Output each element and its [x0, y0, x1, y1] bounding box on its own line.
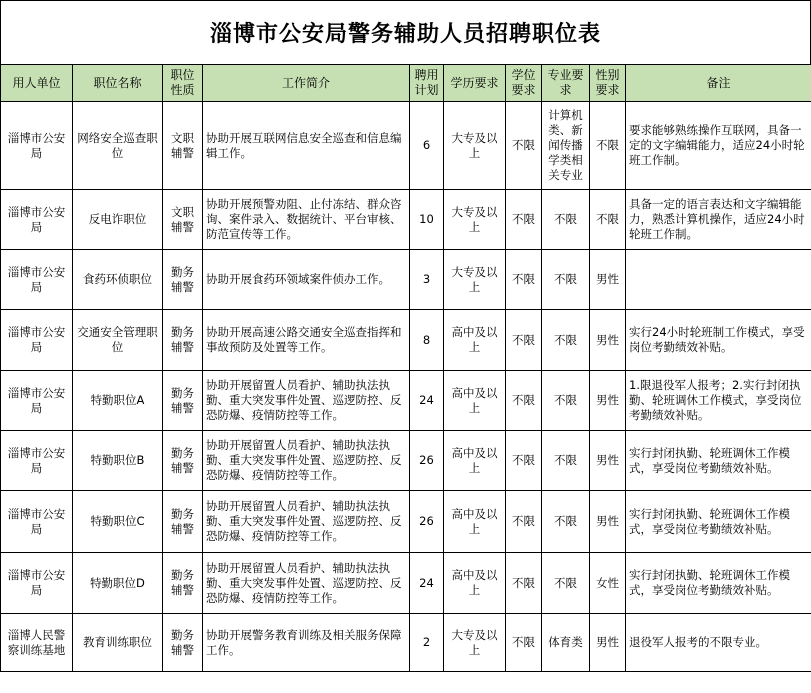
cell-count: 3 [410, 250, 444, 310]
cell-position: 特勤职位D [73, 553, 163, 614]
cell-position: 网络安全巡查职位 [73, 102, 163, 190]
header-degree: 学位要求 [506, 65, 542, 102]
cell-remark: 1.限退役军人报考；2.实行封闭执勤、轮班调休工作模式，享受岗位考勤绩效补贴。 [626, 371, 811, 431]
recruitment-table [0, 64, 811, 672]
cell-nature: 勤务辅警 [163, 614, 203, 672]
cell-remark: 实行封闭执勤、轮班调休工作模式，享受岗位考勤绩效补贴。 [626, 553, 811, 614]
cell-education: 高中及以上 [444, 431, 506, 491]
cell-intro: 协助开展留置人员看护、辅助执法执勤、重大突发事件处置、巡逻防控、反恐防爆、疫情防控等工作。 [203, 491, 410, 553]
cell-major: 计算机类、新闻传播学类相关专业 [542, 102, 590, 190]
cell-major: 不限 [542, 250, 590, 310]
cell-unit: 淄博市公安局 [1, 102, 73, 190]
cell-position: 反电诈职位 [73, 190, 163, 250]
cell-degree: 不限 [506, 190, 542, 250]
table-row [1, 371, 811, 431]
cell-unit: 淄博市公安局 [1, 371, 73, 431]
cell-unit: 淄博市公安局 [1, 310, 73, 371]
cell-major: 不限 [542, 431, 590, 491]
table-row [1, 250, 811, 310]
table-row [1, 553, 811, 614]
header-major: 专业要求 [542, 65, 590, 102]
cell-gender: 不限 [590, 102, 626, 190]
cell-degree: 不限 [506, 431, 542, 491]
cell-count: 24 [410, 553, 444, 614]
cell-intro: 协助开展互联网信息安全巡查和信息编辑工作。 [203, 102, 410, 190]
cell-intro: 协助开展留置人员看护、辅助执法执勤、重大突发事件处置、巡逻防控、反恐防爆、疫情防控等工作。 [203, 371, 410, 431]
header-remark: 备注 [626, 65, 811, 102]
cell-unit: 淄博市公安局 [1, 250, 73, 310]
table-row [1, 491, 811, 553]
cell-position: 交通安全管理职位 [73, 310, 163, 371]
cell-major: 不限 [542, 310, 590, 371]
cell-education: 大专及以上 [444, 190, 506, 250]
cell-intro: 协助开展预警劝阻、止付冻结、群众咨询、案件录入、数据统计、平台审核、防范宣传等工作。 [203, 190, 410, 250]
cell-intro: 协助开展留置人员看护、辅助执法执勤、重大突发事件处置、巡逻防控、反恐防爆、疫情防控等工作。 [203, 553, 410, 614]
cell-count: 26 [410, 491, 444, 553]
cell-major: 不限 [542, 491, 590, 553]
cell-position: 特勤职位B [73, 431, 163, 491]
cell-education: 大专及以上 [444, 102, 506, 190]
cell-position: 食药环侦职位 [73, 250, 163, 310]
cell-nature: 文职辅警 [163, 190, 203, 250]
cell-intro: 协助开展留置人员看护、辅助执法执勤、重大突发事件处置、巡逻防控、反恐防爆、疫情防控等工作。 [203, 431, 410, 491]
cell-nature: 勤务辅警 [163, 371, 203, 431]
cell-nature: 勤务辅警 [163, 553, 203, 614]
cell-intro: 协助开展警务教育训练及相关服务保障工作。 [203, 614, 410, 672]
header-position: 职位名称 [73, 65, 163, 102]
table-row [1, 614, 811, 672]
cell-remark: 具备一定的语言表达和文字编辑能力，熟悉计算机操作，适应24小时轮班工作制。 [626, 190, 811, 250]
cell-position: 教育训练职位 [73, 614, 163, 672]
table-row [1, 102, 811, 190]
cell-degree: 不限 [506, 553, 542, 614]
cell-unit: 淄博人民警察训练基地 [1, 614, 73, 672]
cell-intro: 协助开展食药环领域案件侦办工作。 [203, 250, 410, 310]
cell-count: 6 [410, 102, 444, 190]
cell-remark: 退役军人报考的不限专业。 [626, 614, 811, 672]
cell-intro: 协助开展高速公路交通安全巡查指挥和事故预防及处置等工作。 [203, 310, 410, 371]
cell-unit: 淄博市公安局 [1, 431, 73, 491]
cell-gender: 女性 [590, 553, 626, 614]
cell-count: 10 [410, 190, 444, 250]
cell-count: 2 [410, 614, 444, 672]
cell-nature: 文职辅警 [163, 102, 203, 190]
cell-major: 体育类 [542, 614, 590, 672]
cell-count: 26 [410, 431, 444, 491]
cell-remark: 实行封闭执勤、轮班调休工作模式，享受岗位考勤绩效补贴。 [626, 431, 811, 491]
cell-count: 24 [410, 371, 444, 431]
page-title: 淄博市公安局警务辅助人员招聘职位表 [0, 0, 811, 64]
cell-degree: 不限 [506, 310, 542, 371]
cell-degree: 不限 [506, 371, 542, 431]
cell-unit: 淄博市公安局 [1, 190, 73, 250]
header-gender: 性别要求 [590, 65, 626, 102]
cell-gender: 男性 [590, 371, 626, 431]
cell-nature: 勤务辅警 [163, 491, 203, 553]
cell-gender: 男性 [590, 310, 626, 371]
cell-unit: 淄博市公安局 [1, 553, 73, 614]
header-education: 学历要求 [444, 65, 506, 102]
header-count: 聘用计划 [410, 65, 444, 102]
cell-degree: 不限 [506, 614, 542, 672]
cell-education: 大专及以上 [444, 614, 506, 672]
cell-remark: 要求能够熟练操作互联网，具备一定的文字编辑能力，适应24小时轮班工作制。 [626, 102, 811, 190]
cell-remark: 实行24小时轮班制工作模式，享受岗位考勤绩效补贴。 [626, 310, 811, 371]
cell-remark [626, 250, 811, 310]
cell-count: 8 [410, 310, 444, 371]
cell-degree: 不限 [506, 491, 542, 553]
cell-position: 特勤职位C [73, 491, 163, 553]
cell-degree: 不限 [506, 250, 542, 310]
table-row [1, 190, 811, 250]
header-nature: 职位性质 [163, 65, 203, 102]
cell-remark: 实行封闭执勤、轮班调休工作模式，享受岗位考勤绩效补贴。 [626, 491, 811, 553]
cell-major: 不限 [542, 190, 590, 250]
cell-gender: 不限 [590, 190, 626, 250]
cell-gender: 男性 [590, 614, 626, 672]
cell-education: 高中及以上 [444, 310, 506, 371]
table-header-row [1, 65, 811, 102]
table-row [1, 431, 811, 491]
cell-education: 高中及以上 [444, 491, 506, 553]
cell-degree: 不限 [506, 102, 542, 190]
cell-education: 大专及以上 [444, 250, 506, 310]
cell-unit: 淄博市公安局 [1, 491, 73, 553]
cell-gender: 男性 [590, 250, 626, 310]
header-intro: 工作简介 [203, 65, 410, 102]
cell-major: 不限 [542, 553, 590, 614]
cell-major: 不限 [542, 371, 590, 431]
cell-nature: 勤务辅警 [163, 310, 203, 371]
cell-nature: 勤务辅警 [163, 250, 203, 310]
header-unit: 用人单位 [1, 65, 73, 102]
table-row [1, 310, 811, 371]
cell-position: 特勤职位A [73, 371, 163, 431]
cell-nature: 勤务辅警 [163, 431, 203, 491]
cell-education: 高中及以上 [444, 371, 506, 431]
cell-education: 高中及以上 [444, 553, 506, 614]
cell-gender: 男性 [590, 491, 626, 553]
cell-gender: 男性 [590, 431, 626, 491]
